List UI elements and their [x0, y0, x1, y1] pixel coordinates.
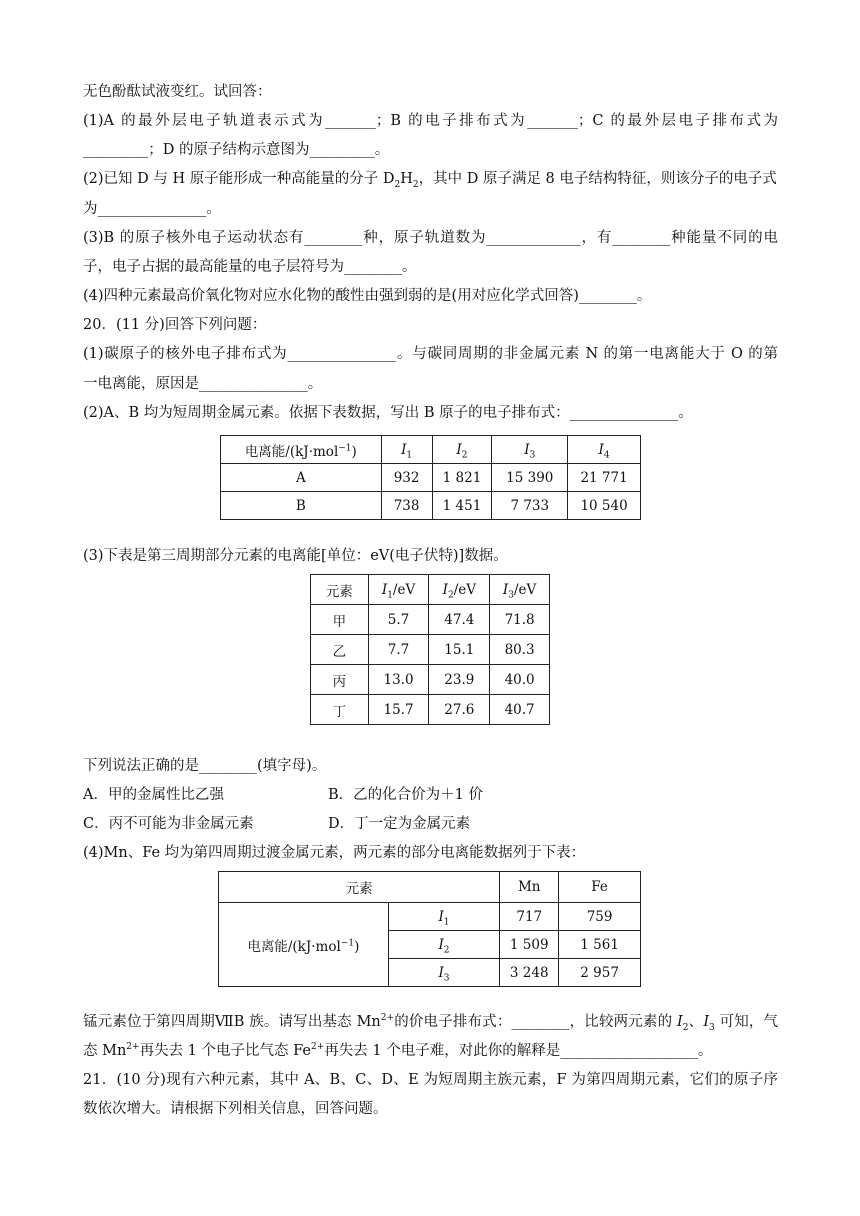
text-seg: 、: [688, 1014, 704, 1030]
table-cell: 932: [381, 464, 432, 492]
table-cell: 40.7: [490, 695, 550, 725]
table-cell: 40.0: [490, 665, 550, 695]
header-cell: [368, 575, 429, 605]
subscript: 2: [394, 179, 401, 190]
text-seg: ，其中 D 原子满足 8 电子结构特征，则该分子的电子式: [418, 171, 777, 187]
text-seg: ): [354, 938, 360, 955]
text-seg: I: [502, 581, 509, 598]
table-cell: 2 957: [559, 959, 641, 987]
option-d: D．丁一定为金属元素: [328, 816, 471, 832]
table-cell: 759: [559, 903, 641, 931]
table-cell: 738: [381, 492, 432, 520]
table-cell: 10 540: [568, 492, 641, 520]
superscript: −1: [338, 443, 352, 453]
text-seg: I: [381, 581, 388, 598]
table-cell: 21 771: [568, 464, 641, 492]
q20-part1-line1: (1)碳原子的核外电子排布式为_______________。与碳同周期的非金属元素 N 的第一电离能大于 O 的第: [83, 346, 778, 362]
text-seg: 再失去 1 个电子比气态 Fe: [139, 1043, 311, 1059]
q19-part1-line1: (1)A 的最外层电子轨道表示式为_______；B 的电子排布式为_______；C 的最外层电子排布式为: [83, 113, 778, 129]
subscript: 3: [508, 590, 514, 601]
row-label: 乙: [311, 635, 369, 665]
q19-intro: 无色酚酞试液变红。试回答：: [83, 84, 272, 100]
row-label: 丁: [311, 695, 369, 725]
superscript: 2+: [380, 1013, 395, 1024]
text-seg: 可知，气: [714, 1014, 779, 1030]
q19-part3-line2: 子，电子占据的最高能量的电子层符号为________。: [83, 259, 417, 275]
text-seg: (2)已知 D 与 H 原子能形成一种高能量的分子 D: [83, 171, 395, 187]
row-label: 甲: [311, 605, 369, 635]
text-seg: ): [351, 443, 357, 460]
header-cell: Fe: [559, 872, 641, 903]
table-header-row: [221, 436, 641, 464]
table-row: [221, 492, 641, 520]
subscript: 1: [443, 917, 450, 928]
row-label: 丙: [311, 665, 369, 695]
q20-part4: (4)Mn、Fe 均为第四周期过渡金属元素，两元素的部分电离能数据列于下表：: [83, 845, 586, 861]
text-seg: I: [703, 1014, 710, 1030]
subscript: 2: [412, 179, 419, 190]
option-b: B．乙的化合价为＋1 价: [328, 787, 483, 803]
header-cell: [429, 575, 490, 605]
subscript: 4: [603, 450, 610, 461]
subscript: 2: [447, 590, 454, 601]
text-seg: I: [456, 441, 462, 458]
subscript: 2: [461, 450, 468, 461]
text-seg: 锰元素位于第四周期ⅦB 族。请写出基态 Mn: [83, 1014, 381, 1030]
text-seg: /eV: [513, 581, 537, 598]
table-cell: 27.6: [429, 695, 490, 725]
text-seg: 再失去 1 个电子难，对此你的解释是___________________。: [324, 1043, 713, 1059]
table-row: [311, 695, 550, 725]
ionization-table-ab: [220, 435, 641, 520]
header-cell: [432, 436, 492, 464]
header-cell: [492, 436, 568, 464]
text-seg: /eV: [392, 581, 416, 598]
header-cell: Mn: [500, 872, 559, 903]
q20-part3-question: 下列说法正确的是________(填字母)。: [83, 758, 327, 774]
superscript: −1: [340, 938, 355, 948]
subscript: 3: [529, 450, 536, 461]
text-seg: I: [438, 964, 444, 981]
text-seg: I: [401, 441, 407, 458]
table-cell: [388, 959, 500, 987]
table-cell: 3 248: [500, 959, 559, 987]
table-header-row: [311, 575, 550, 605]
text-seg: 电离能/(kJ·mol: [244, 443, 339, 460]
subscript: 1: [406, 450, 413, 461]
table-row: [311, 635, 550, 665]
table-cell: 7.7: [368, 635, 429, 665]
superscript: 2+: [310, 1042, 325, 1053]
text-seg: I: [438, 936, 444, 953]
q20-part4-text-line1: [83, 1012, 778, 1032]
q20-heading: 20．(11 分)回答下列问题：: [83, 317, 267, 333]
table-cell: 1 561: [559, 931, 641, 959]
q21-heading-line1: 21．(10 分)现有六种元素，其中 A、B、C、D、E 为短周期主族元素，F 为第四周期元素，它们的原子序: [83, 1072, 778, 1088]
table-cell: [388, 903, 500, 931]
text-seg: I: [524, 441, 530, 458]
table-cell: 7 733: [492, 492, 568, 520]
q21-heading-line2: 数依次增大。请根据下列相关信息，回答问题。: [83, 1101, 388, 1117]
table-cell: 47.4: [429, 605, 490, 635]
q19-part2-line1: [83, 169, 777, 189]
table-cell: 1 451: [432, 492, 492, 520]
table-cell: 15.7: [368, 695, 429, 725]
superscript: 2+: [126, 1042, 140, 1053]
subscript: 1: [387, 590, 393, 601]
text-seg: 电离能/(kJ·mol: [247, 938, 341, 955]
subscript: 2: [682, 1022, 689, 1033]
q19-part2-line2: 为_______________。: [83, 201, 221, 217]
option-c: C．丙不可能为非金属元素: [83, 816, 254, 832]
q19-part4: (4)四种元素最高价氧化物对应水化物的酸性由强到弱的是(用对应化学式回答)________。: [83, 288, 652, 304]
q20-part2: (2)A、B 均为短周期金属元素。依据下表数据，写出 B 原子的电子排布式：_______________。: [83, 405, 693, 421]
row-label: A: [221, 464, 382, 492]
row-label: B: [221, 492, 382, 520]
text-seg: I: [438, 908, 444, 925]
text-seg: 态 Mn: [83, 1043, 127, 1059]
table-cell: 717: [500, 903, 559, 931]
q20-part3: (3)下表是第三周期部分元素的电离能[单位：eV(电子伏特)]数据。: [83, 548, 508, 564]
table-cell: 5.7: [368, 605, 429, 635]
q19-part1-line2: _________；D 的原子结构示意图为_________。: [83, 142, 390, 158]
table-cell: 71.8: [490, 605, 550, 635]
table-row: [311, 605, 550, 635]
q20-part4-text-line2: [83, 1041, 712, 1061]
table-cell: 15 390: [492, 464, 568, 492]
text-seg: I: [677, 1014, 683, 1030]
header-cell: 元素: [311, 575, 369, 605]
header-cell: [221, 436, 382, 464]
subscript: 3: [709, 1022, 715, 1033]
table-row: [311, 665, 550, 695]
header-cell: [490, 575, 550, 605]
header-cell: [568, 436, 641, 464]
header-cell: [381, 436, 432, 464]
text-seg: I: [598, 441, 604, 458]
text-seg: I: [442, 581, 448, 598]
table-cell: 1 509: [500, 931, 559, 959]
subscript: 2: [443, 945, 450, 956]
row-label: [219, 903, 389, 987]
table-row: [221, 464, 641, 492]
text-seg: /eV: [453, 581, 476, 598]
text-seg: 的价电子排布式：________，比较两元素的: [394, 1014, 678, 1030]
subscript: 3: [443, 973, 450, 984]
table-header-row: [219, 872, 641, 903]
q19-part3-line1: (3)B 的原子核外电子运动状态有________种，原子轨道数为_____________，有________种能量不同的电: [83, 230, 778, 246]
table-cell: 1 821: [432, 464, 492, 492]
header-cell: 元素: [219, 872, 500, 903]
ionization-table-mn-fe: [218, 871, 641, 987]
text-seg: H: [400, 171, 413, 187]
table-cell: 80.3: [490, 635, 550, 665]
ionization-table-period3: [310, 574, 550, 725]
table-cell: [388, 931, 500, 959]
option-a: A．甲的金属性比乙强: [83, 787, 224, 803]
table-cell: 23.9: [429, 665, 490, 695]
q20-part1-line2: 一电离能，原因是_______________。: [83, 376, 323, 392]
table-cell: 13.0: [368, 665, 429, 695]
table-cell: 15.1: [429, 635, 490, 665]
table-row: [219, 903, 641, 931]
